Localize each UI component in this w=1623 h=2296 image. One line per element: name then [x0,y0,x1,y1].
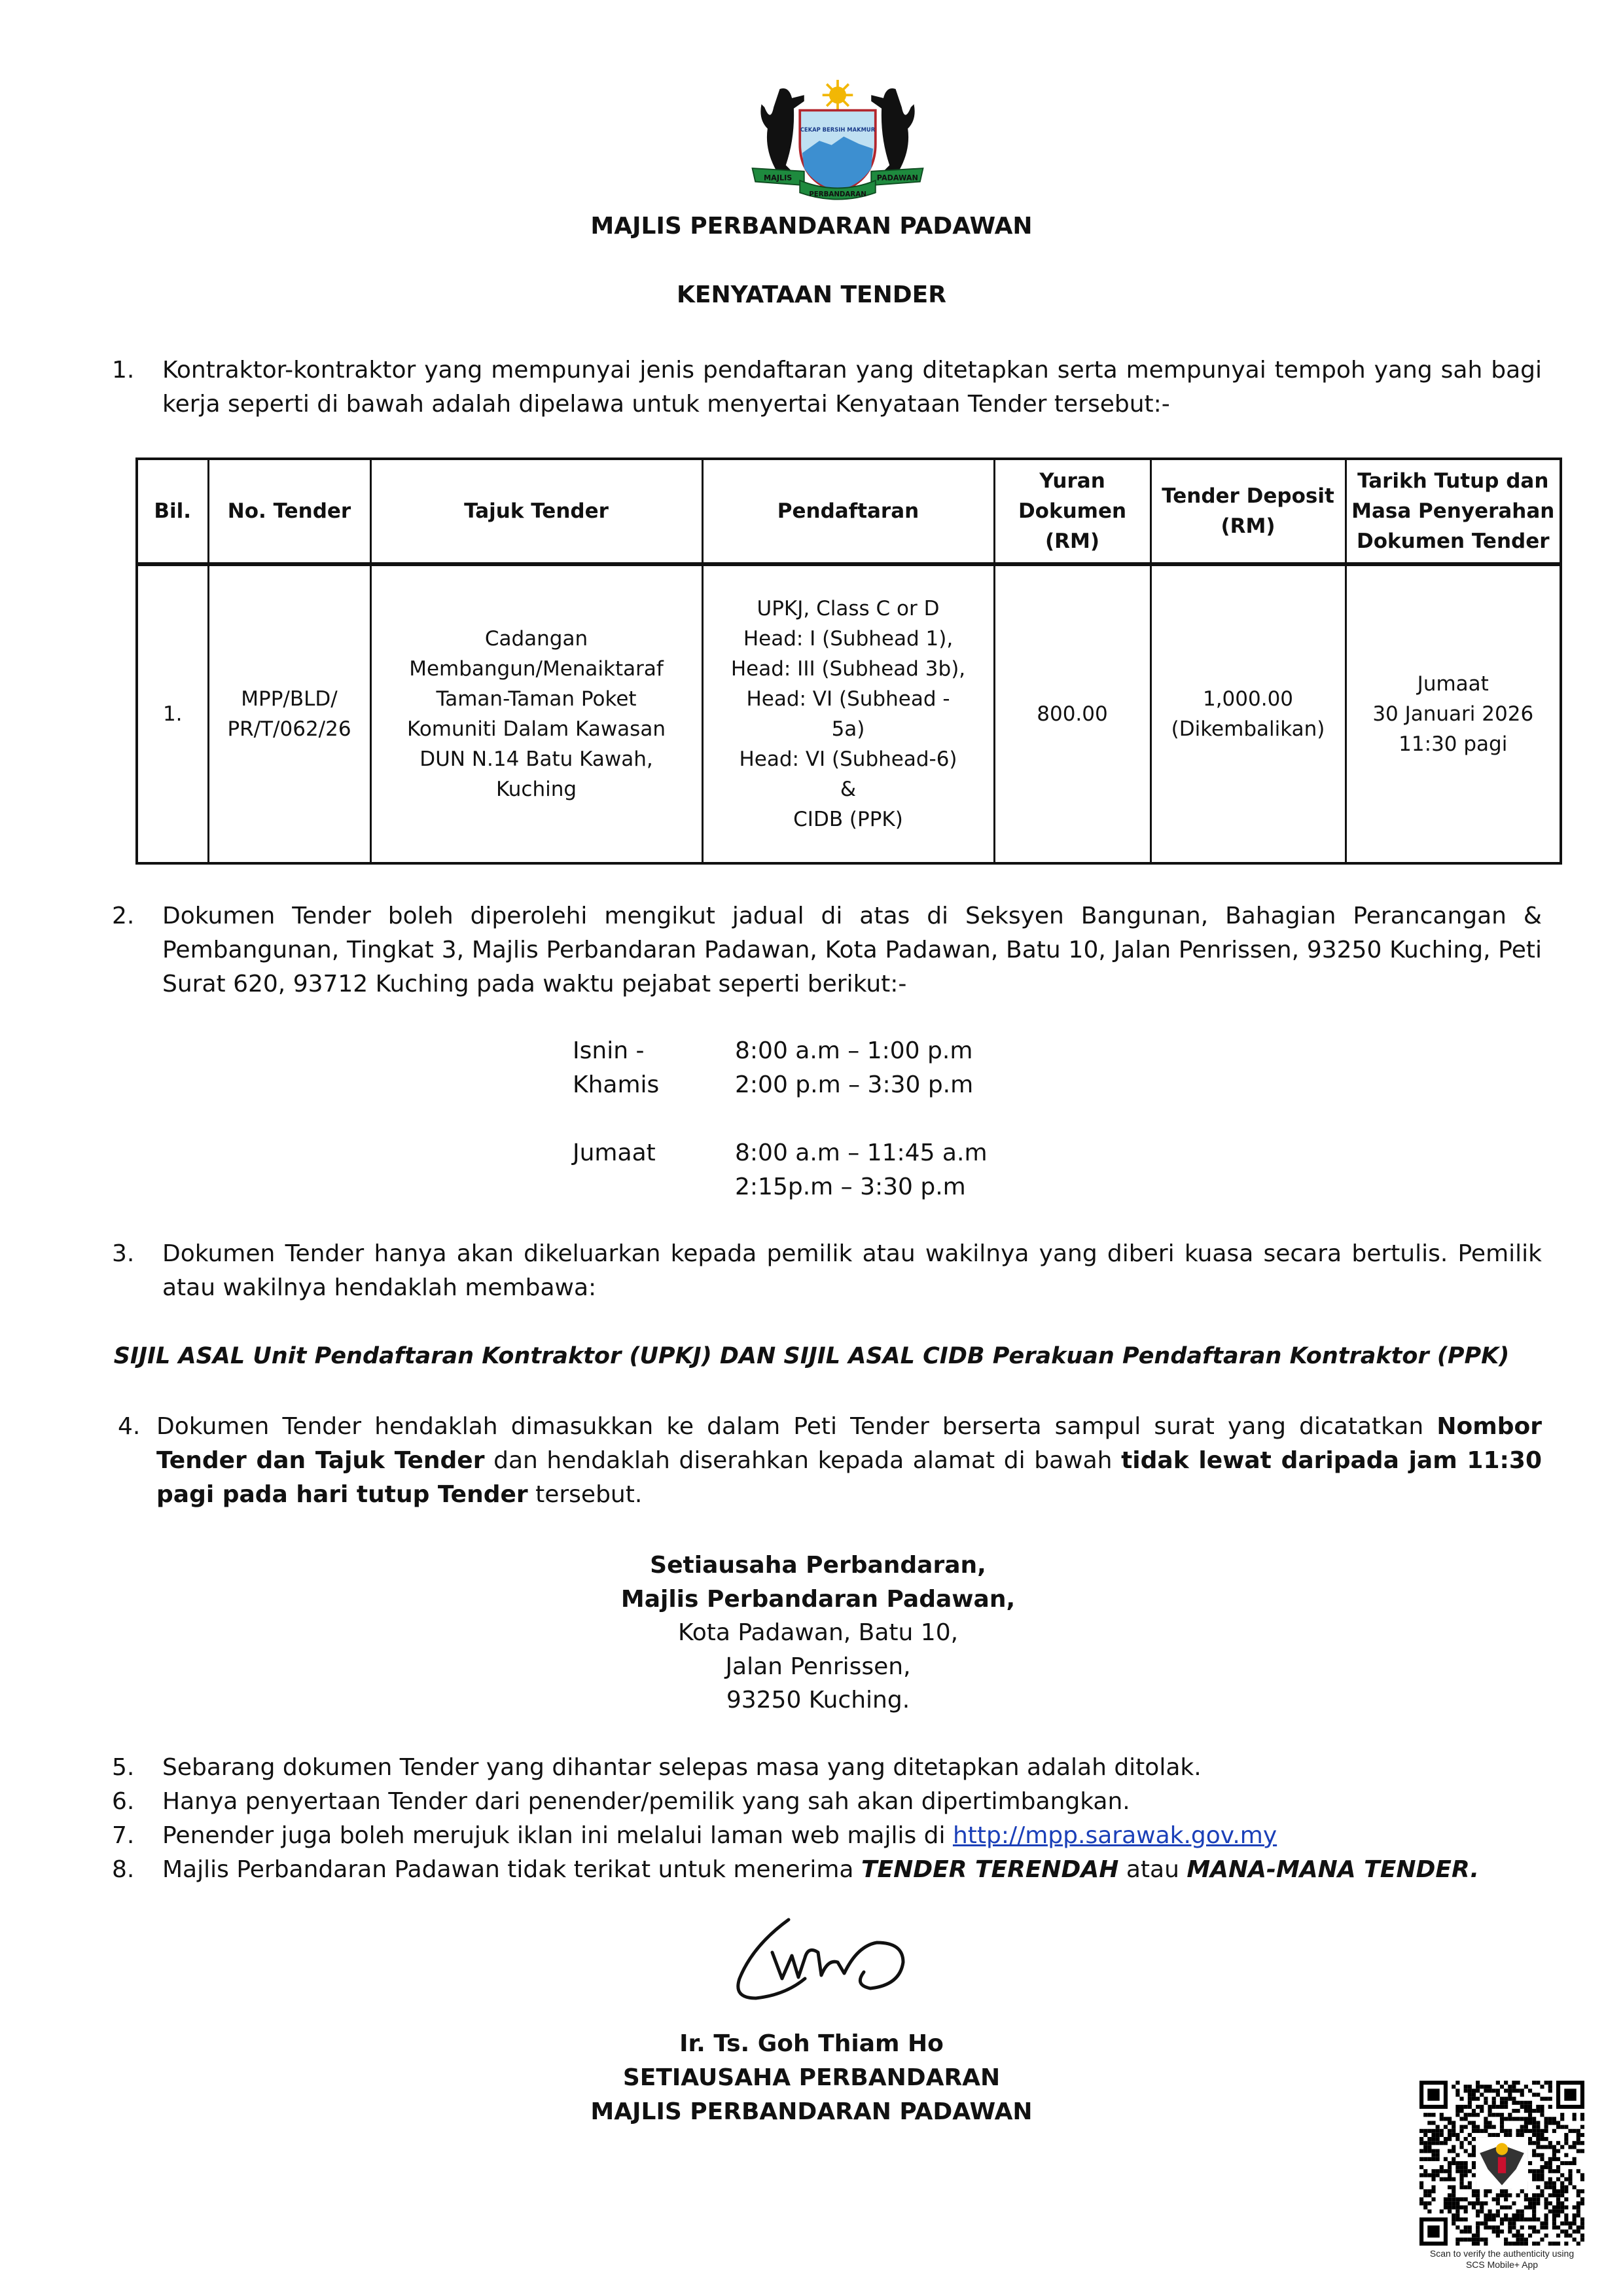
ribbon-text: MAJLIS [764,173,793,183]
hours-day: Khamis [573,1071,660,1098]
cell-line: & [840,778,857,801]
cell-line: 11:30 pagi [1399,732,1508,756]
para4-segment: tidak lewat daripada jam 11:30 pagi pada hari tutup Tender [156,1447,1543,1508]
address-line: Kota Padawan, Batu 10, [677,1619,959,1646]
para3-text: Dokumen Tender hanya akan dikeluarkan kepada pemilik atau wakilnya yang diberi kuasa secara bertulis. Pemilik atau wakilnya hendaklah membawa: [162,1240,1542,1301]
para8-text: Majlis Perbandaran Padawan tidak terikat untuk menerima TENDER TERENDAH atau MANA-MANA TENDER. [162,1856,1480,1883]
panther-left [760,88,804,171]
cell-line: Taman-Taman Poket [436,687,637,711]
hours-row [573,1068,1623,1102]
para7-text: Penender juga boleh merujuk iklan ini melalui laman web majlis di http://mpp.sarawak.gov.my [162,1821,1277,1849]
tender-table [135,457,1562,865]
cell-line: Membangun/Menaiktaraf [409,657,664,681]
para6-text: Hanya penyertaan Tender dari penender/pemilik yang sah akan dipertimbangkan. [162,1787,1130,1815]
cell-line: Kuching [495,778,577,801]
qr-caption-line: SCS Mobile+ App [1465,2259,1539,2270]
cell-line: PR/T/062/26 [227,717,351,741]
address-line: 93250 Kuching. [726,1687,910,1713]
header-deposit: Tender Deposit (RM) [1150,459,1346,564]
para5-number: 5. [112,1753,135,1781]
verification-qr-code[interactable] [1419,2081,1584,2246]
document-title: KENYATAAN TENDER [677,281,946,308]
header-tajuk: Tajuk Tender [370,459,702,564]
cell-line: Head: I (Subhead 1), [743,627,954,651]
header-bil: Bil. [137,459,208,564]
para4-segment: dan hendaklah diserahkan kepada alamat di bawah [484,1447,1122,1474]
signatory-title: SETIAUSAHA PERBANDARAN [622,2064,1001,2091]
cell-pendaftaran [702,564,994,863]
ribbon-text: PADAWAN [876,173,918,183]
para4-text [156,1410,1542,1512]
signatory-org: MAJLIS PERBANDARAN PADAWAN [590,2098,1033,2125]
para6-number: 6. [112,1787,135,1815]
para7 [112,1819,1578,1853]
cell-line: Head: III (Subhead 3b), [730,657,966,681]
para3 [112,1237,1542,1305]
hours-time: 8:00 a.m – 11:45 a.m [735,1139,988,1166]
para8 [112,1853,1578,1887]
required-documents: SIJIL ASAL Unit Pendaftaran Kontraktor (UPKJ) DAN SIJIL ASAL CIDB Perakuan Pendaftaran Kontraktor (PPK) [113,1343,1510,1369]
hours-day: Jumaat [573,1139,656,1166]
header-tarikh: Tarikh Tutup dan Masa Penyerahan Dokumen Tender [1346,459,1561,564]
para4-number: 4. [118,1413,141,1440]
address-line: Majlis Perbandaran Padawan, [620,1585,1016,1613]
qr-caption-line: Scan to verify the authenticity using [1429,2248,1575,2259]
para1 [112,353,1542,422]
hours-day [573,1102,735,1136]
sun-icon [823,80,853,111]
cell-line: 1,000.00 [1202,687,1294,711]
para3-number: 3. [112,1240,135,1267]
office-hours [573,1034,1623,1204]
panther-right [871,88,914,171]
cell-line: MPP/BLD/ [241,687,338,711]
qr-caption [1407,2248,1597,2270]
para2 [112,899,1542,1001]
para6 [112,1785,1578,1819]
cell-line: (Dikembalikan) [1171,717,1325,741]
signatory-name: Ir. Ts. Goh Thiam Ho [679,2030,944,2057]
hours-day: Isnin - [573,1037,645,1064]
para7-number: 7. [112,1821,135,1849]
para4-segment: Dokumen Tender hendaklah dimasukkan ke dalam Peti Tender berserta sampul surat yang dicatatkan [156,1413,1437,1440]
org-name: MAJLIS PERBANDARAN PADAWAN [590,213,1033,240]
cell-line: Cadangan [484,627,588,651]
hours-day [573,1170,735,1204]
cell-line: Komuniti Dalam Kawasan [407,717,666,741]
cell-bil: 1. [137,564,208,863]
cell-tajuk [370,564,702,863]
hours-row [573,1034,1623,1068]
items-list [112,1751,1578,1887]
para5 [112,1751,1578,1785]
header-yuran: Yuran Dokumen (RM) [994,459,1150,564]
cell-line: UPKJ, Class C or D [757,597,940,620]
para1-text: Kontraktor-kontraktor yang mempunyai jenis pendaftaran yang ditetapkan serta mempunyai tempoh yang sah bagi kerja seperti di bawah adalah dipelawa untuk menyertai Kenyataan Tender tersebut:- [162,357,1542,418]
para4-segment: tersebut. [527,1481,643,1508]
hours-row [573,1170,1623,1204]
cell-tarikh [1346,564,1561,863]
address-block [0,1549,1623,1717]
table-header-row [137,459,1561,564]
logo-motto: CEKAP BERSIH MAKMUR [800,126,876,134]
para5-text: Sebarang dokumen Tender yang dihantar selepas masa yang ditetapkan adalah ditolak. [162,1753,1202,1781]
para2-text: Dokumen Tender boleh diperolehi mengikut jadual di atas di Seksyen Bangunan, Bahagian Perancangan & Pembangunan, Tingkat 3, Majlis Perbandaran Padawan, Kota Padawan, Batu 10, Jalan Penrissen, 93250 Kuching, Peti Surat 620, 93712 Kuching pada waktu pejabat seperti berikut:- [162,903,1542,997]
cell-line: Jumaat [1417,672,1489,696]
cell-line: Head: VI (Subhead - [746,687,950,711]
ribbon-text: PERBANDARAN [809,190,866,198]
address-line: Jalan Penrissen, [725,1653,911,1680]
cell-line: Head: VI (Subhead-6) [739,747,957,771]
cell-line: 5a) [831,717,865,741]
para2-number: 2. [112,903,135,929]
header-no-tender: No. Tender [208,459,370,564]
para4-segment: Nombor Tender dan Tajuk Tender [156,1413,1542,1474]
cell-no-tender [208,564,370,863]
cell-deposit [1150,564,1346,863]
header-pendaftaran: Pendaftaran [702,459,994,564]
cell-line: 30 Januari 2026 [1372,702,1534,726]
hours-row [573,1102,1623,1136]
hours-row [573,1136,1623,1170]
council-logo [743,71,933,205]
cell-line: CIDB (PPK) [793,808,903,831]
para8-number: 8. [112,1856,135,1883]
website-link[interactable]: http://mpp.sarawak.gov.my [952,1821,1277,1849]
signature [726,1907,923,2011]
table-row [137,564,1561,863]
hours-time: 8:00 a.m – 1:00 p.m [735,1037,973,1064]
hours-time: 2:00 p.m – 3:30 p.m [735,1071,974,1098]
para4 [118,1410,1542,1512]
cell-line: DUN N.14 Batu Kawah, [419,747,653,771]
cell-yuran: 800.00 [994,564,1150,863]
address-line: Setiausaha Perbandaran, [650,1552,986,1579]
para1-number: 1. [112,357,135,384]
hours-time: 2:15p.m – 3:30 p.m [735,1174,966,1200]
